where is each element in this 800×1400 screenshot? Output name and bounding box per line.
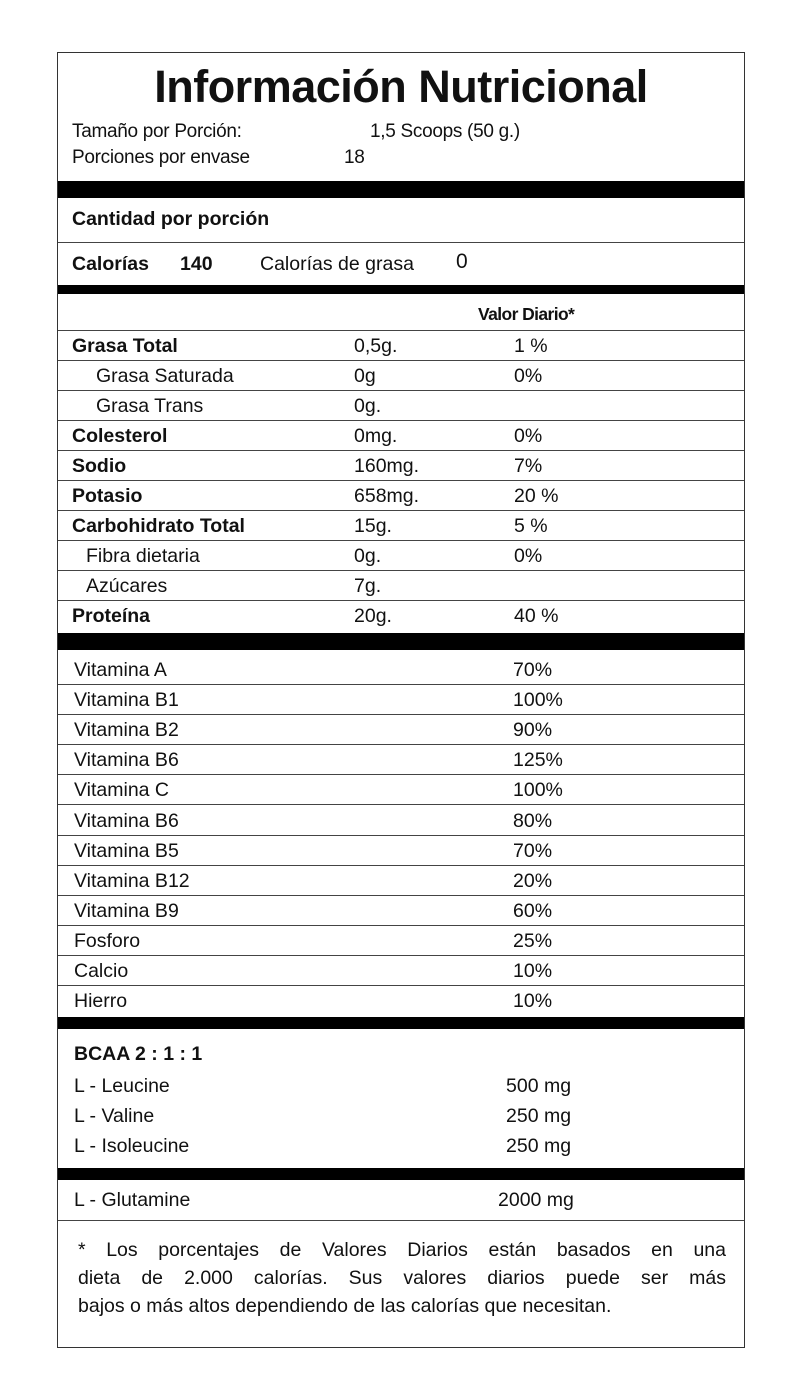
vitamin-name: Vitamina B12	[74, 869, 190, 892]
nutrient-row	[58, 450, 744, 480]
footnote-line: dieta de 2.000 calorías. Sus valores diarios puede ser más	[78, 1267, 726, 1289]
nutrient-row	[58, 360, 744, 390]
nutrient-row	[58, 390, 744, 420]
nutrient-daily-value: 20 %	[514, 485, 559, 507]
vitamin-row	[58, 866, 744, 896]
vitamin-name: Vitamina B6	[74, 809, 179, 832]
glutamine-label: L - Glutamine	[74, 1189, 191, 1211]
bcaa-amount: 500 mg	[506, 1075, 572, 1097]
vitamin-daily-value: 90%	[513, 719, 553, 742]
vitamin-daily-value: 70%	[513, 839, 553, 862]
nutrient-row	[58, 540, 744, 570]
nutrient-amount: 160mg.	[354, 455, 420, 477]
divider	[58, 242, 744, 243]
bcaa-row	[58, 1071, 744, 1101]
nutrient-amount: 0mg.	[354, 425, 398, 447]
daily-value-header: Valor Diario*	[478, 304, 575, 324]
footnote-line: * Los porcentajes de Valores Diarios están basados en una	[78, 1239, 726, 1261]
vitamin-row	[58, 896, 744, 926]
vitamin-daily-value: 60%	[513, 899, 553, 922]
vitamin-daily-value: 10%	[513, 990, 553, 1013]
vitamin-row	[58, 986, 744, 1016]
nutrient-name: Fibra dietaria	[86, 545, 200, 567]
vitamin-row	[58, 715, 744, 745]
nutrient-amount: 20g.	[354, 605, 392, 627]
nutrient-row	[58, 420, 744, 450]
calories-value: 140	[180, 253, 213, 275]
divider	[58, 1220, 744, 1221]
servings-per-container-value: 18	[344, 147, 365, 168]
vitamin-daily-value: 10%	[513, 960, 553, 982]
nutrient-daily-value: 1 %	[514, 335, 548, 357]
vitamin-name: Vitamina B6	[74, 749, 179, 772]
fat-calories-value: 0	[456, 250, 468, 273]
nutrient-name: Grasa Saturada	[96, 365, 234, 387]
nutrient-row	[58, 330, 744, 360]
vitamin-name: Hierro	[74, 990, 128, 1013]
nutrient-name: Sodio	[72, 455, 127, 477]
serving-size-value: 1,5 Scoops (50 g.)	[370, 121, 520, 142]
vitamin-name: Vitamina B5	[74, 839, 179, 862]
nutrient-name: Colesterol	[72, 425, 168, 447]
serving-size-label: Tamaño por Porción:	[72, 121, 242, 142]
nutrient-daily-value: 5 %	[514, 515, 548, 537]
nutrient-name: Azúcares	[86, 575, 168, 597]
vitamin-daily-value: 70%	[513, 659, 553, 681]
divider-thick	[58, 1017, 744, 1029]
nutrient-daily-value: 40 %	[514, 605, 559, 627]
nutrient-row	[58, 570, 744, 600]
divider-thick	[58, 1168, 744, 1180]
vitamin-row	[58, 745, 744, 775]
nutrient-amount: 0g	[354, 365, 376, 387]
nutrient-amount: 0g.	[354, 395, 382, 417]
vitamin-daily-value: 125%	[513, 749, 563, 772]
vitamin-name: Calcio	[74, 960, 129, 982]
nutrient-name: Carbohidrato Total	[72, 515, 245, 537]
nutrient-daily-value: 0%	[514, 365, 543, 387]
vitamin-name: Vitamina A	[74, 659, 167, 681]
vitamin-row	[58, 655, 744, 685]
vitamin-row	[58, 926, 744, 956]
vitamin-row	[58, 806, 744, 836]
nutrient-amount: 7g.	[354, 575, 382, 597]
calories-label: Calorías	[72, 253, 149, 275]
nutrient-name: Grasa Total	[72, 335, 178, 357]
bcaa-row	[58, 1101, 744, 1131]
divider-medium	[58, 285, 744, 294]
vitamin-row	[58, 956, 744, 986]
bcaa-name: L - Valine	[74, 1105, 155, 1127]
vitamin-row	[58, 836, 744, 866]
nutrient-amount: 0,5g.	[354, 335, 398, 357]
vitamin-daily-value: 80%	[513, 809, 553, 832]
vitamin-row	[58, 775, 744, 805]
vitamin-daily-value: 100%	[513, 779, 563, 802]
nutrient-name: Proteína	[72, 605, 151, 627]
nutrition-facts-label	[57, 52, 745, 1348]
nutrient-amount: 15g.	[354, 515, 392, 537]
bcaa-name: L - Leucine	[74, 1075, 170, 1097]
vitamin-daily-value: 25%	[513, 929, 553, 952]
nutrient-row	[58, 600, 744, 630]
fat-calories-label: Calorías de grasa	[260, 253, 414, 275]
vitamin-daily-value: 20%	[513, 869, 553, 892]
label-title: Información Nutricional	[154, 61, 648, 112]
glutamine-value: 2000 mg	[498, 1189, 574, 1211]
nutrient-name: Potasio	[72, 485, 143, 507]
nutrient-amount: 0g.	[354, 545, 382, 567]
vitamin-name: Vitamina B9	[74, 899, 179, 922]
bcaa-name: L - Isoleucine	[74, 1135, 190, 1157]
vitamin-daily-value: 100%	[513, 689, 563, 712]
nutrient-daily-value: 0%	[514, 545, 543, 567]
nutrient-name: Grasa Trans	[96, 395, 204, 417]
vitamin-name: Vitamina B1	[74, 689, 179, 712]
servings-per-container-label: Porciones por envase	[72, 147, 250, 168]
bcaa-amount: 250 mg	[506, 1135, 572, 1157]
footnote	[78, 1236, 726, 1320]
vitamin-name: Vitamina B2	[74, 719, 179, 742]
nutrient-row	[58, 510, 744, 540]
vitamin-name: Fosforo	[74, 929, 141, 952]
bcaa-title: BCAA 2 : 1 : 1	[74, 1043, 203, 1065]
nutrient-daily-value: 7%	[514, 455, 543, 477]
bcaa-row	[58, 1131, 744, 1161]
divider-thick	[58, 633, 744, 650]
footnote-line: bajos o más altos dependiendo de las calorías que necesitan.	[78, 1295, 612, 1317]
nutrient-row	[58, 480, 744, 510]
nutrient-amount: 658mg.	[354, 485, 420, 507]
divider-thick	[58, 181, 744, 198]
vitamin-row	[58, 685, 744, 715]
nutrient-daily-value: 0%	[514, 425, 543, 447]
bcaa-amount: 250 mg	[506, 1105, 572, 1127]
amount-per-serving: Cantidad por porción	[72, 208, 270, 230]
vitamin-name: Vitamina C	[74, 779, 170, 802]
